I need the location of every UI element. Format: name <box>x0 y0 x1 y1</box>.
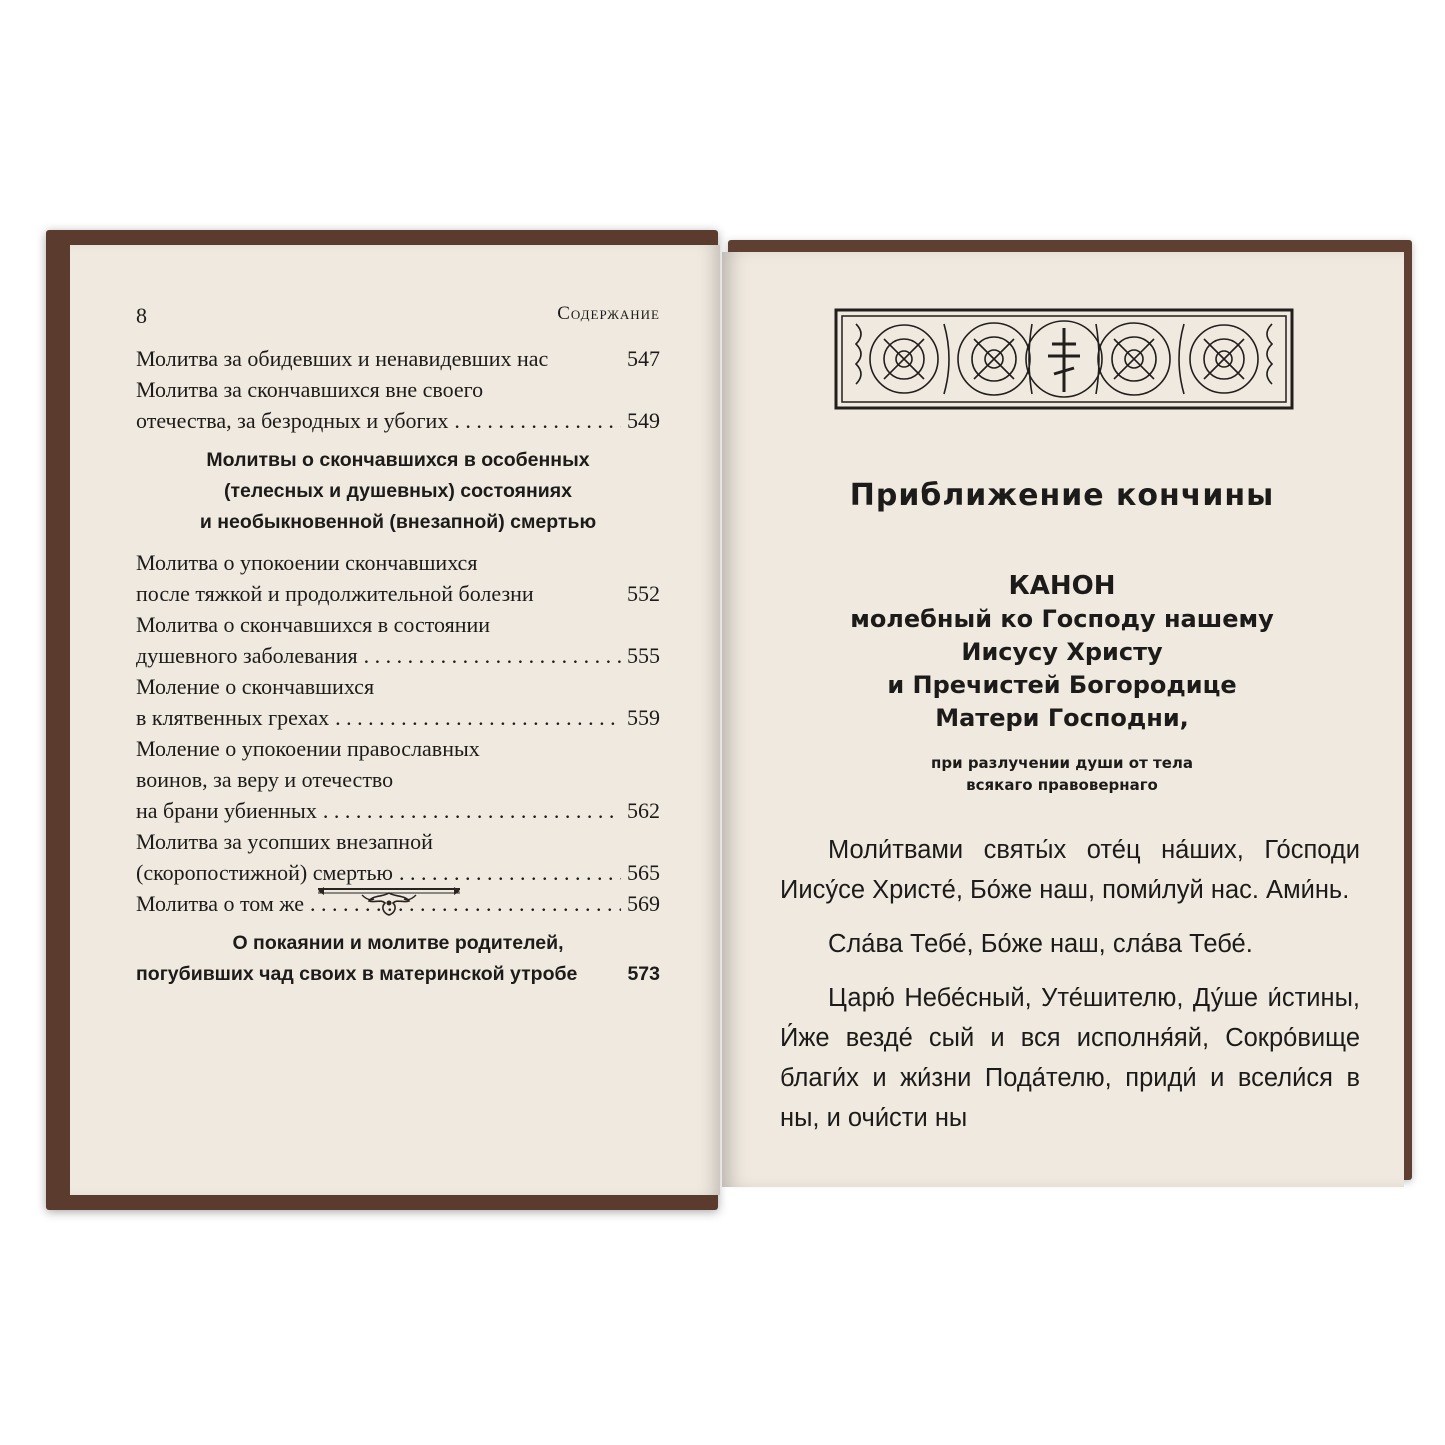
toc-entry-text: душевного заболевания <box>136 643 358 668</box>
toc-entry <box>136 547 660 609</box>
toc-entry-text: Молитва о том же <box>136 891 304 916</box>
right-page <box>722 252 1404 1187</box>
subtitle-line: при разлучении души от тела <box>930 754 1193 772</box>
dot-leader <box>323 795 621 826</box>
toc-page-number: 555 <box>627 643 660 668</box>
toc-entry-text: О покаянии и молитве родителей, <box>232 932 564 954</box>
toc-section <box>136 445 660 538</box>
prayer-paragraph: Царю́ Небе́сный, Уте́шителю, Ду́ше и́стины, И́же везде́ сый и вся исполня́яй, Сокро́вище благи́х и жи́зни Пода́телю, приди́ и всели́ся в ны, и очи́сти ны <box>780 984 1360 1132</box>
toc-entry-text: Молитва о упокоении скончавшихся <box>136 550 478 575</box>
dot-leader <box>534 578 627 609</box>
subtitle-line: всякаго правовернаго <box>966 776 1158 794</box>
toc-entry-text: (телесных и душевных) состояниях <box>224 480 572 502</box>
toc-entry-text: Моление о упокоении православных <box>136 736 480 761</box>
toc-page-number: 547 <box>627 346 660 371</box>
prayer-paragraph: Моли́твами святы́х оте́ц на́ших, Го́споди Иису́се Христе́, Бо́же наш, поми́луй нас. Ами́нь. <box>780 836 1360 904</box>
page-number: 8 <box>136 303 147 328</box>
toc-section <box>136 928 660 990</box>
chapter-title: Приближение кончины <box>849 478 1275 513</box>
toc-entry-text: воинов, за веру и отечество <box>136 767 394 792</box>
toc-entry-text: Молитва за усопших внезапной <box>136 829 433 854</box>
left-page <box>70 245 720 1195</box>
toc-entry-text: Молитва за скончавшихся вне своего <box>136 377 484 402</box>
toc-entry-text: Моление о скончавшихся <box>136 674 375 699</box>
canon-subtitle <box>762 752 1362 796</box>
toc-entry-text: отечества, за безродных и убогих <box>136 408 449 433</box>
toc-page-number: 549 <box>627 408 660 433</box>
canon-line: и Пречистей Богородице <box>887 671 1237 699</box>
toc-entry-text: погубивших чад своих в материнской утробе <box>136 963 578 985</box>
toc-page-number: 573 <box>627 963 660 985</box>
toc-entry-text: и необыкновенной (внезапной) смертью <box>199 511 597 533</box>
canon-line: Иисусу Христу <box>961 638 1163 666</box>
toc-entry <box>136 374 660 436</box>
toc-page-number: 559 <box>627 705 660 730</box>
toc-entry-text: после тяжкой и продолжительной болезни <box>136 581 534 606</box>
canon-line: молебный ко Господу нашему <box>850 605 1274 633</box>
toc-entry <box>136 343 660 374</box>
toc-page-number: 569 <box>627 891 660 916</box>
dot-leader <box>577 959 619 990</box>
dot-leader <box>335 702 621 733</box>
ornament-divider-icon <box>314 877 464 917</box>
toc-entry-text: Молитва о скончавшихся в состоянии <box>136 612 491 637</box>
toc-entry-text: (скоропостижной) смертью <box>136 860 393 885</box>
prayer-text <box>780 830 1360 1152</box>
canon-line: КАНОН <box>1008 571 1116 601</box>
toc-entry-text: Молитва за обидевших и ненавидевших нас <box>136 346 549 371</box>
toc-entry <box>136 609 660 671</box>
toc-page-number: 562 <box>627 798 660 823</box>
toc-entry <box>136 733 660 826</box>
prayer-paragraph: Сла́ва Тебе́, Бо́же наш, сла́ва Тебе́. <box>828 930 1253 958</box>
toc-page-number: 552 <box>627 581 660 606</box>
toc-entry-text: в клятвенных грехах <box>136 705 330 730</box>
toc-entry-text: на брани убиенных <box>136 798 317 823</box>
canon-line: Матери Господни, <box>935 704 1189 732</box>
running-head: Содержание <box>557 303 660 324</box>
toc-entry-text: Молитвы о скончавшихся в особенных <box>206 449 590 471</box>
dot-leader <box>548 343 627 374</box>
toc-entry <box>136 671 660 733</box>
decorative-headpiece-icon <box>834 304 1294 414</box>
dot-leader <box>364 640 621 671</box>
canon-heading <box>762 570 1362 735</box>
toc-page-number: 565 <box>627 860 660 885</box>
dot-leader <box>454 405 621 436</box>
